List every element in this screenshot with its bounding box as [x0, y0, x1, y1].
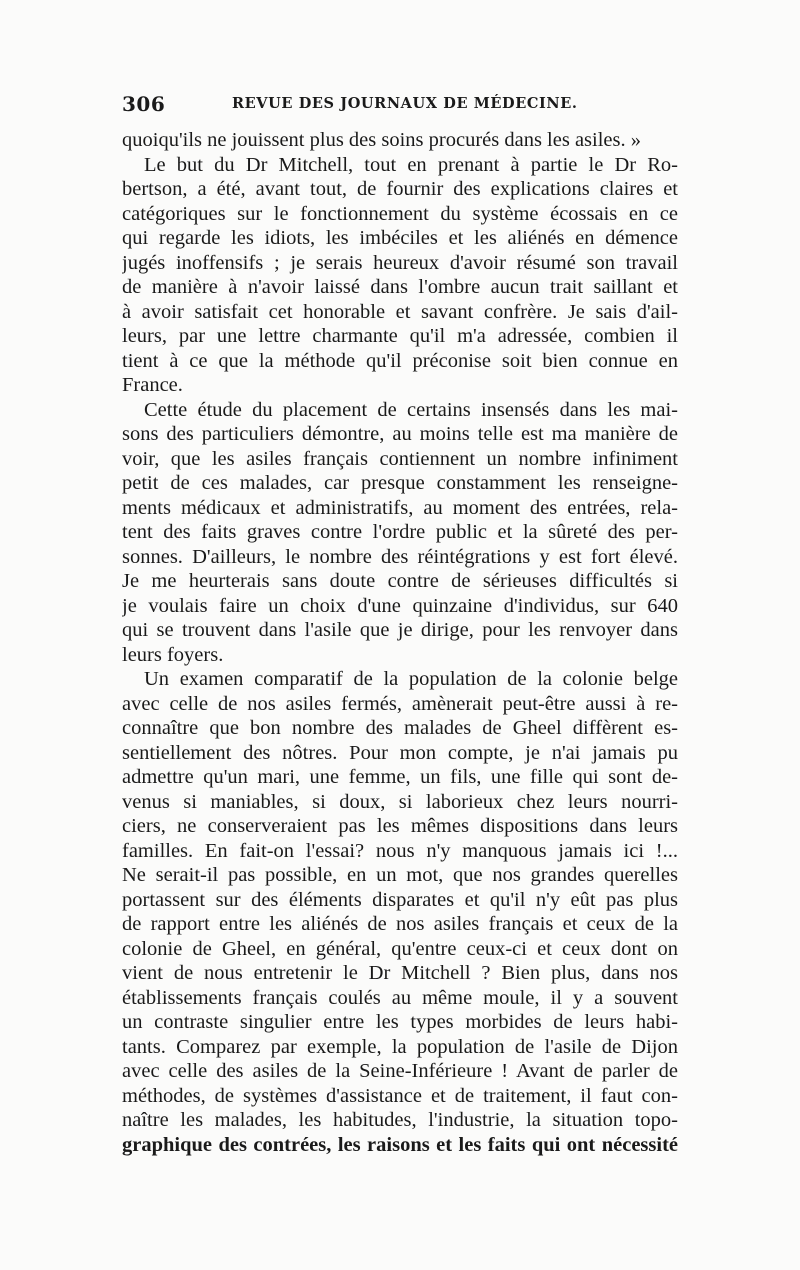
- text-line: Je me heurterais sans doute contre de sérieuses difficultés si: [122, 570, 678, 592]
- text-line: colonie de Gheel, en général, qu'entre ceux-ci et ceux dont on: [122, 937, 678, 960]
- text-line: établissements français coulés au même moule, il y a souvent: [122, 986, 678, 1009]
- text-line: qui regarde les idiots, les imbéciles et les aliénés en démence: [122, 227, 678, 249]
- text-line: tient à ce que la méthode qu'il préconise soit bien connue en: [122, 349, 678, 372]
- text-line: quoiqu'ils ne jouissent plus des soins procurés dans les asiles. »: [122, 129, 641, 151]
- text-line: connaître que bon nombre des malades de Gheel diffèrent es-: [122, 717, 678, 739]
- text-line: de rapport entre les aliénés de nos asiles français et ceux de la: [122, 913, 678, 935]
- text-line: qui se trouvent dans l'asile que je dirige, pour les renvoyer dans: [122, 619, 678, 641]
- text-line: portassent sur des éléments disparates et qu'il n'y eût pas plus: [122, 888, 678, 911]
- text-line: sons des particuliers démontre, au moins telle est ma manière de: [122, 423, 678, 445]
- text-line: Cette étude du placement de certains insensés dans les mai-: [144, 398, 678, 421]
- text-line: petit de ces malades, car presque constamment les renseigne-: [122, 472, 678, 494]
- text-line: ciers, ne conserveraient pas les mêmes dispositions dans leurs: [122, 815, 678, 837]
- text-line: Un examen comparatif de la population de la colonie belge: [144, 668, 678, 690]
- body-text: [122, 128, 678, 1157]
- text-line: voir, que les asiles français contiennent un nombre infiniment: [122, 447, 678, 470]
- text-line: bertson, a été, avant tout, de fournir des explications claires et: [122, 178, 678, 200]
- text-line: de manière à n'avoir laissé dans l'ombre aucun trait saillant et: [122, 276, 678, 298]
- running-title: REVUE DES JOURNAUX DE MÉDECINE.: [232, 95, 578, 112]
- text-line: leurs, par une lettre charmante qu'il m'a adressée, combien il: [122, 325, 678, 347]
- text-line: je voulais faire un choix d'une quinzaine d'individus, sur 640: [122, 594, 678, 617]
- text-line: venus si maniables, si doux, si laborieux chez leurs nourri-: [122, 790, 678, 813]
- text-line: à avoir satisfait cet honorable et savant confrère. Je sais d'ail-: [122, 300, 678, 323]
- text-line: ments médicaux et administratifs, au moment des entrées, rela-: [122, 496, 678, 519]
- text-line: tent des faits graves contre l'ordre public et la sûreté des per-: [122, 521, 678, 543]
- page-number: 306: [122, 92, 166, 116]
- text-line: vient de nous entretenir le Dr Mitchell ? Bien plus, dans nos: [122, 962, 678, 984]
- text-line: sonnes. D'ailleurs, le nombre des réintégrations y est fort élevé.: [122, 545, 678, 568]
- text-line: avec celle des asiles de la Seine-Inférieure ! Avant de parler de: [122, 1060, 678, 1082]
- text-line: un contraste singulier entre les types morbides de leurs habi-: [122, 1011, 678, 1033]
- text-line: catégoriques sur le fonctionnement du système écossais en ce: [122, 202, 678, 225]
- text-line: avec celle de nos asiles fermés, amènerait peut-être aussi à re-: [122, 692, 678, 715]
- text-line: graphique des contrées, les raisons et les faits qui ont nécessité: [122, 1133, 678, 1156]
- text-line: France.: [122, 374, 183, 396]
- text-line: admettre qu'un mari, une femme, un fils, une fille qui sont de-: [122, 766, 678, 788]
- text-line: sentiellement des nôtres. Pour mon compte, je n'ai jamais pu: [122, 741, 678, 764]
- text-line: naître les malades, les habitudes, l'industrie, la situation topo-: [122, 1109, 678, 1131]
- text-line: familles. En fait-on l'essai? nous n'y manquous jamais ici !...: [122, 839, 678, 862]
- text-line: jugés inoffensifs ; je serais heureux d'avoir résumé son travail: [122, 251, 678, 274]
- text-line: Le but du Dr Mitchell, tout en prenant à partie le Dr Ro-: [144, 153, 678, 176]
- page-header: [122, 92, 678, 118]
- text-line: tants. Comparez par exemple, la population de l'asile de Dijon: [122, 1035, 678, 1058]
- text-line: leurs foyers.: [122, 643, 224, 666]
- text-line: Ne serait-il pas possible, en un mot, que nos grandes querelles: [122, 864, 678, 886]
- text-line: méthodes, de systèmes d'assistance et de traitement, il faut con-: [122, 1084, 678, 1107]
